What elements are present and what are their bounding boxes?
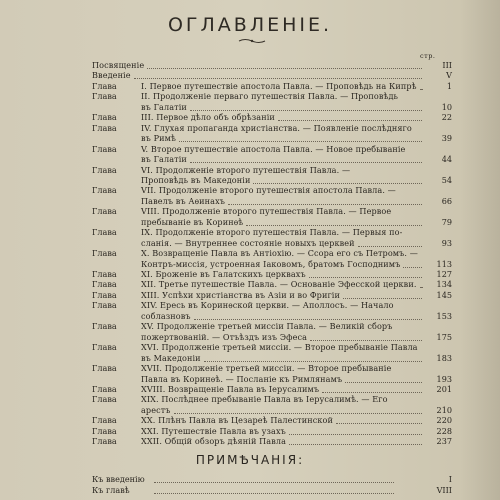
page-number: 153	[436, 310, 452, 321]
page-number: 210	[436, 404, 452, 415]
leader-dots	[179, 132, 422, 142]
leader-dots	[278, 111, 422, 121]
leader-dots	[343, 289, 422, 299]
leader-dots	[194, 310, 422, 320]
chapter-label: Глава	[92, 80, 117, 91]
leader-dots	[174, 404, 422, 414]
page-number: 93	[441, 237, 452, 248]
chapter-label: Глава	[92, 269, 117, 279]
chapter-label: Глава	[92, 227, 117, 238]
leader-dots	[190, 153, 422, 163]
chapter-title: Павла въ Коринѳѣ. — Посланіе къ Римлянамъ	[141, 373, 343, 384]
leader-dots	[289, 425, 422, 435]
chapter-label: Глава	[92, 206, 117, 217]
chapter-title: X. Возвращеніе Павла въ Антіохію. — Ссора его съ Петромъ. —	[141, 248, 418, 259]
page-number: III	[442, 60, 452, 70]
leader-dots	[246, 216, 422, 226]
leader-dots	[204, 352, 422, 362]
leader-dots	[310, 331, 422, 341]
page-number: I	[448, 474, 452, 484]
page-number: 10	[441, 101, 452, 112]
chapter-title: VII. Продолженіе второго путешествія апостола Павла. —	[141, 185, 396, 196]
chapter-title: пребываніе въ Коринѳѣ	[141, 216, 244, 227]
chapter-label: Глава	[92, 436, 117, 447]
chapter-title: Посвященіе	[92, 60, 145, 70]
chapter-title: XV. Продолженіе третьей миссіи Павла. — Великій сборъ	[141, 321, 393, 332]
leader-dots	[253, 174, 422, 184]
chapter-title: XVIII. Возвращеніе Павла въ Іерусалимъ	[141, 383, 320, 394]
chapter-title: пожертвованій. — Отъѣздъ изъ Эфеса	[141, 331, 308, 342]
page-number: 193	[436, 373, 452, 384]
page-column-header: стр.	[420, 52, 436, 60]
toc-entry	[92, 82, 452, 91]
page-number: 54	[441, 174, 452, 185]
chapter-label: Глава	[92, 300, 117, 311]
page-number: 113	[436, 258, 452, 269]
toc-entry	[92, 312, 452, 321]
chapter-title: XII. Третье путешествіе Павла. — Основаніе Эфесской церкви.	[141, 279, 417, 290]
page-number: 1	[446, 80, 452, 91]
toc-entry	[92, 354, 452, 363]
chapter-title: Контръ-миссія, устроенная Іаковомъ, братомъ Господнимъ	[141, 258, 401, 269]
page-number: 237	[436, 436, 452, 447]
chapter-title: I. Первое путешествіе апостола Павла. — Проповѣдь на Кипрѣ	[141, 80, 417, 91]
page-number: 134	[436, 279, 452, 290]
chapter-label: Глава	[92, 185, 117, 196]
chapter-title: Введеніе	[92, 70, 131, 81]
page-title: ОГЛАВЛЕНІЕ.	[167, 14, 333, 36]
toc-entry	[92, 385, 452, 394]
leader-dots	[190, 101, 422, 111]
chapter-label: Глава	[92, 279, 117, 290]
chapter-label: Глава	[92, 164, 117, 175]
note-entry	[92, 475, 452, 484]
chapter-title: XXI. Путешествіе Павла въ узахъ	[141, 425, 286, 436]
chapter-label: Глава	[92, 122, 117, 133]
chapter-title: Павелъ въ Аѳинахъ	[141, 195, 226, 206]
chapter-title: II. Продолженіе перваго путешествія Павла. — Проповѣдь	[141, 91, 399, 102]
page-number: 183	[436, 352, 452, 363]
toc-entry	[92, 249, 452, 258]
chapter-title: въ Галатіи	[141, 154, 187, 165]
chapter-title: XVI. Продолженіе третьей миссіи. — Второе пребываніе Павла	[141, 342, 418, 353]
chapter-title: XI. Броженіе въ Галатскихъ церквахъ	[141, 269, 306, 279]
page-number: 145	[436, 289, 452, 300]
chapter-title: IX. Продолженіе второго путешествія Павла. — Первыя по-	[141, 227, 403, 238]
chapter-title: VI. Продолженіе второго путешествія Павла. —	[141, 164, 351, 175]
toc-entry	[92, 239, 452, 248]
page-number: V	[446, 70, 452, 81]
note-entry	[92, 486, 452, 495]
chapter-title: XXII. Общій обзоръ дѣяній Павла	[141, 436, 287, 447]
chapter-title: XIX. Послѣднее пребываніе Павла въ Іерусалимѣ. — Его	[141, 394, 388, 405]
page-number: 201	[436, 383, 452, 394]
chapter-label: Глава	[92, 112, 117, 123]
chapter-label: Глава	[92, 289, 117, 300]
note-title: Къ главѣ	[92, 485, 130, 495]
leader-dots	[134, 69, 422, 79]
chapter-label: Глава	[92, 363, 117, 374]
leader-dots	[147, 59, 422, 69]
page-number: 44	[441, 154, 452, 165]
leader-dots	[154, 473, 394, 483]
chapter-label: Глава	[92, 342, 117, 353]
toc-entry	[92, 437, 452, 446]
toc-entry	[92, 333, 452, 342]
chapter-label: Глава	[92, 91, 117, 102]
leader-dots	[228, 195, 422, 205]
chapter-title: въ Римѣ	[141, 133, 176, 144]
page-number: 127	[436, 269, 452, 279]
chapter-label: Глава	[92, 321, 117, 332]
page-number: 39	[441, 133, 452, 144]
chapter-title: арестъ	[141, 404, 171, 415]
chapter-title: XX. Плѣнъ Павла въ Цезареѣ Палестинской	[141, 415, 334, 426]
chapter-title: въ Галатіи	[141, 101, 187, 112]
chapter-title: XIV. Ересь въ Коринѳской церкви. — Аполлосъ. — Начало	[141, 300, 394, 311]
toc-entry	[92, 291, 452, 300]
toc-entry	[92, 176, 452, 185]
chapter-title: IV. Глухая пропаганда христіанства. — Появленіе послѣдняго	[141, 122, 412, 133]
toc-entry	[92, 218, 452, 227]
chapter-label: Глава	[92, 383, 117, 394]
toc-entry	[92, 197, 452, 206]
leader-dots	[322, 383, 422, 393]
chapter-title: Проповѣдь въ Македоніи	[141, 174, 251, 185]
note-title: Къ введенію	[92, 474, 145, 484]
chapter-label: Глава	[92, 394, 117, 405]
chapter-label: Глава	[92, 415, 117, 426]
leader-dots	[336, 414, 422, 424]
chapter-label: Глава	[92, 248, 117, 259]
toc-entry	[92, 113, 452, 122]
page-number: 66	[441, 195, 452, 206]
leader-dots	[420, 278, 422, 288]
page-number: 22	[441, 112, 452, 123]
leader-dots	[403, 258, 422, 268]
chapter-title: III. Первое дѣло объ обрѣзаніи	[141, 112, 275, 123]
chapter-title: V. Второе путешествіе апостола Павла. — Новое пребываніе	[141, 143, 406, 154]
leader-dots	[309, 268, 422, 278]
toc-entry	[92, 71, 452, 80]
leader-dots	[289, 435, 422, 445]
toc-entry	[92, 134, 452, 143]
leader-dots	[420, 80, 422, 90]
chapter-label: Глава	[92, 143, 117, 154]
chapter-title: VIII. Продолженіе второго путешествія Павла. — Первое	[141, 206, 392, 217]
chapter-title: соблазновъ	[141, 310, 191, 321]
chapter-title: въ Македоніи	[141, 352, 201, 363]
notes-title: ПРИМѢЧАНІЯ:	[195, 453, 305, 467]
chapter-title: XVII. Продолженіе третьей миссіи. — Второе пребываніе	[141, 363, 392, 374]
page-number: 175	[436, 331, 452, 342]
chapter-label: Глава	[92, 425, 117, 436]
leader-dots	[345, 373, 422, 383]
chapter-title: XIII. Успѣхи христіанства въ Азіи и во Фригіи	[141, 289, 340, 300]
leader-dots	[358, 237, 422, 247]
leader-dots	[154, 484, 394, 494]
page-number: 220	[436, 415, 452, 426]
page-number: 79	[441, 216, 452, 227]
chapter-title: сланія. — Внутреннее состояніе новыхъ церквей	[141, 237, 355, 248]
page-number: 228	[436, 425, 452, 436]
toc-entry	[92, 155, 452, 164]
page-number: VIII	[436, 485, 452, 495]
toc-entry	[92, 270, 452, 279]
